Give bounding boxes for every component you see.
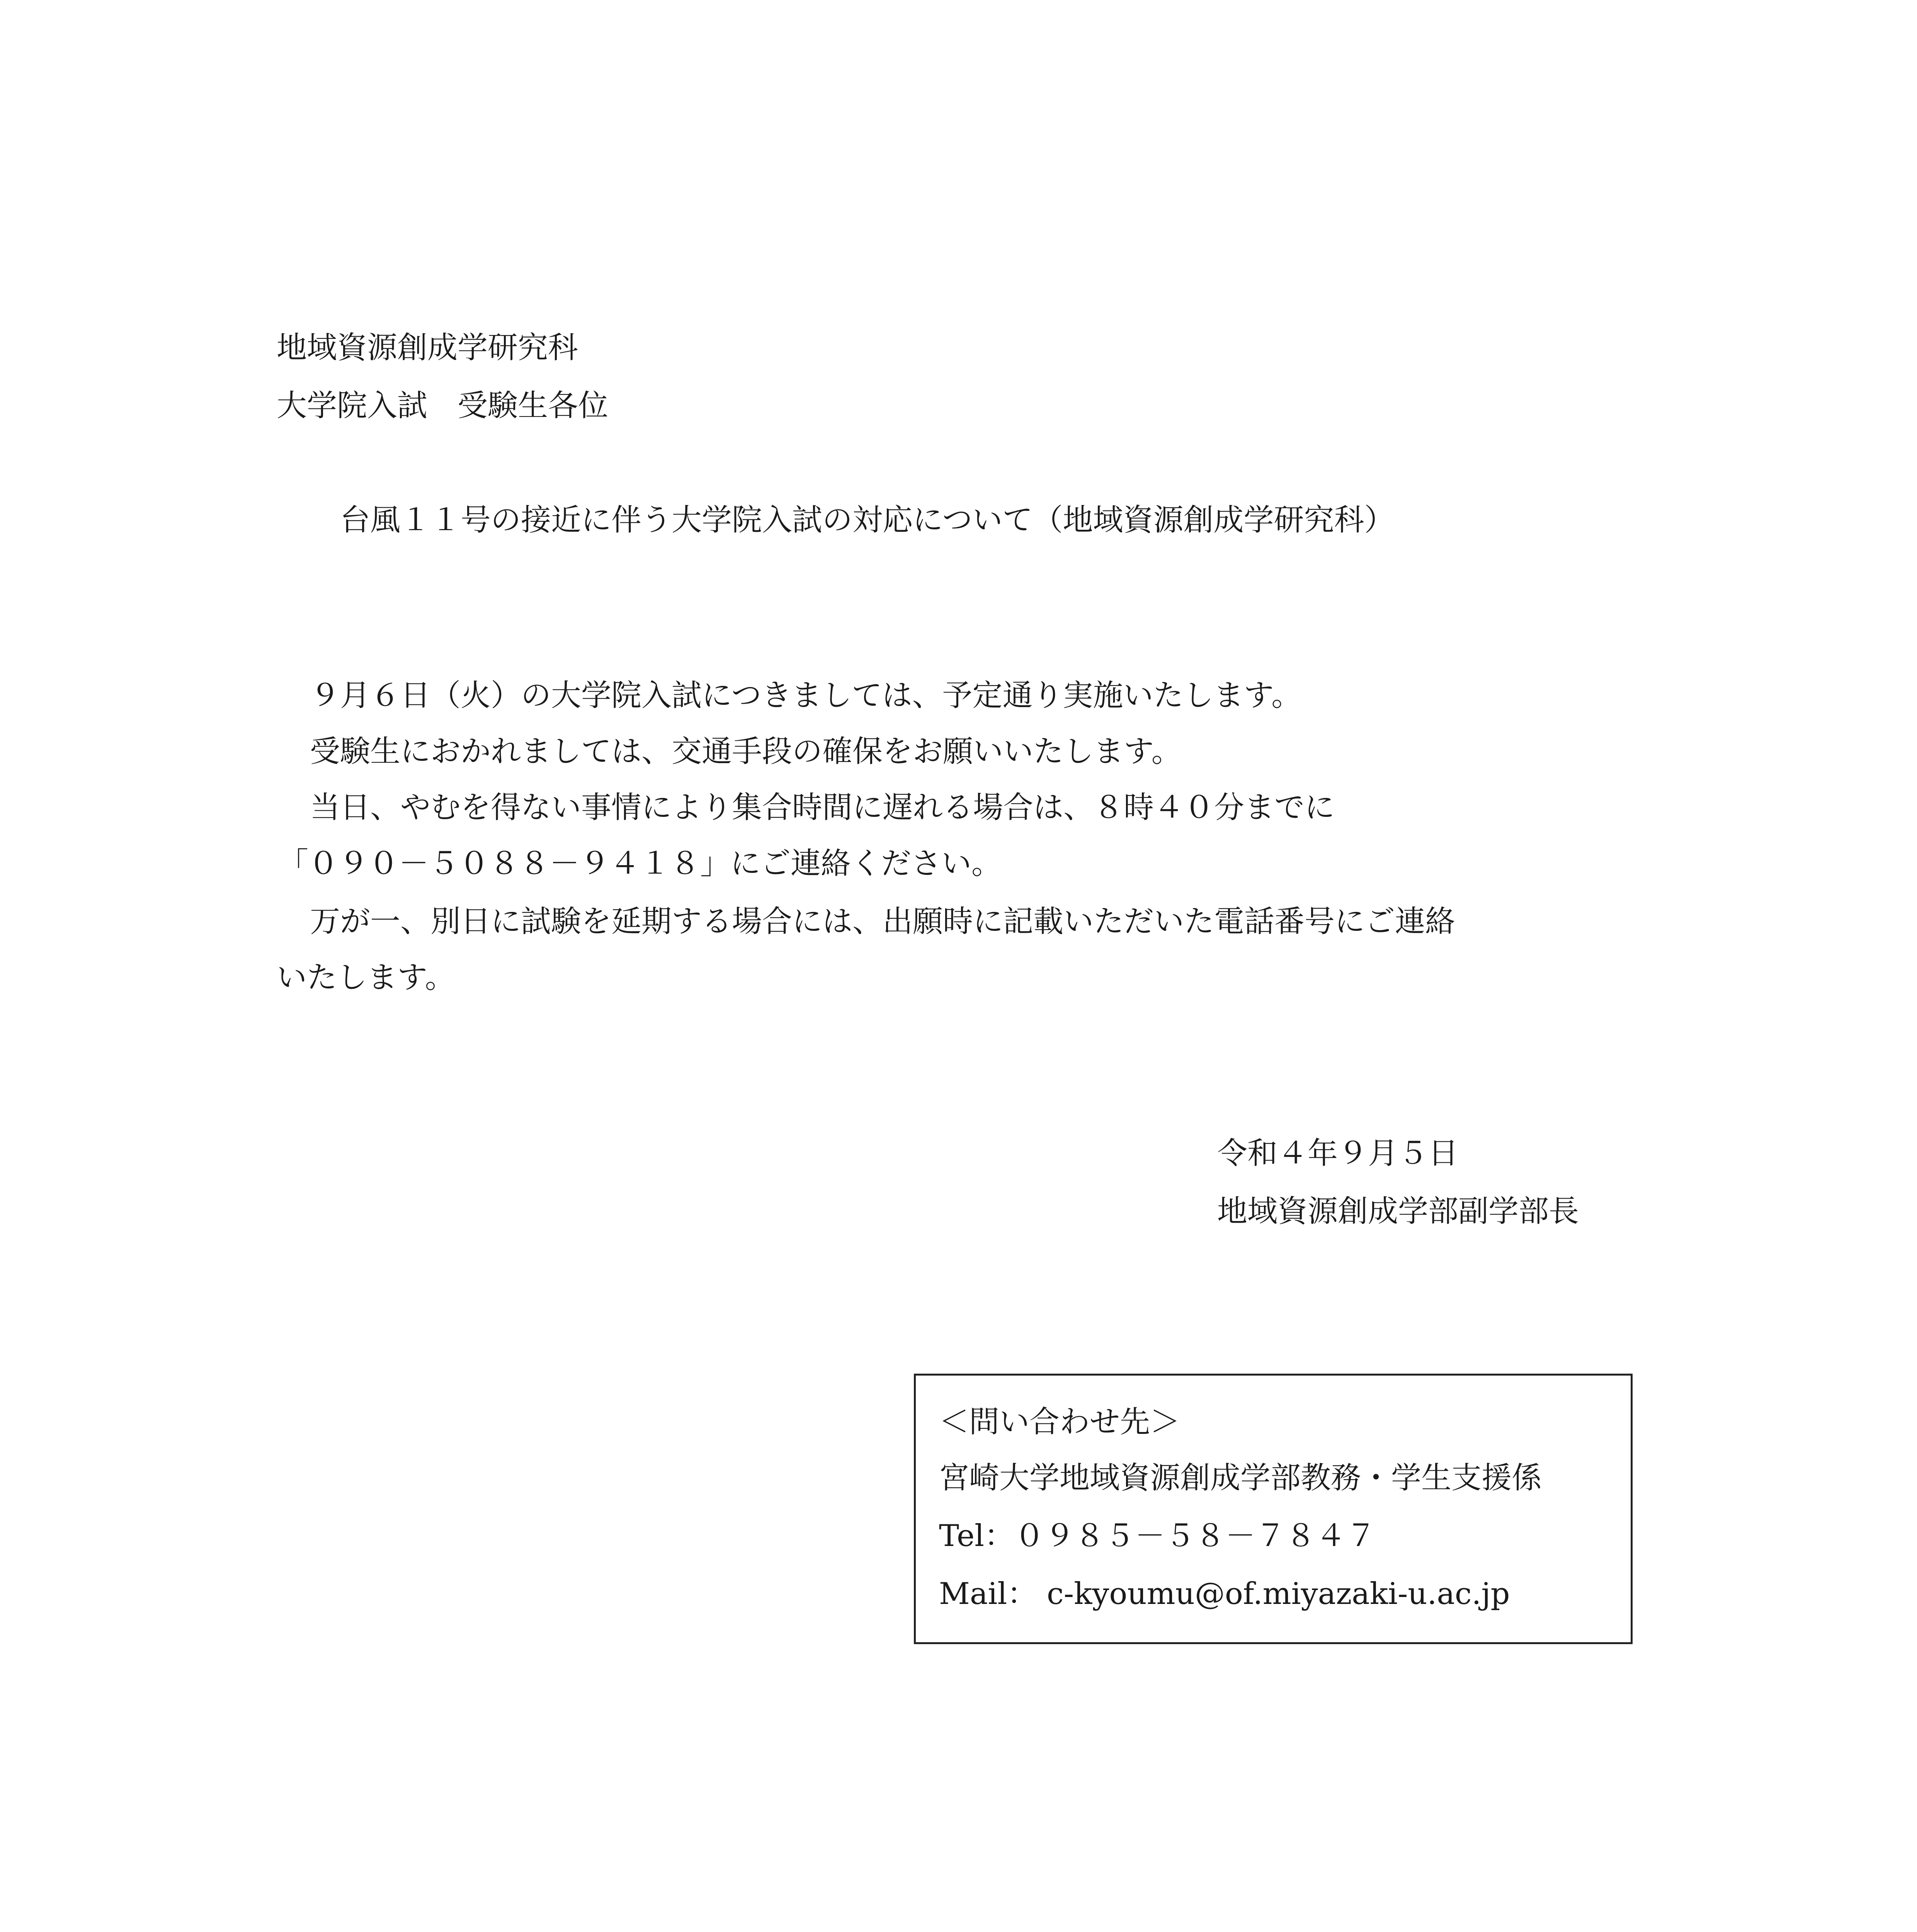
contact-header: ＜問い合わせ先＞ bbox=[939, 1405, 1180, 1439]
body-line-2: 受験生におかれましては、交通手段の確保をお願いいたします。 bbox=[310, 734, 1182, 769]
body-line-5: 万が一、別日に試験を延期する場合には、出願時に記載いただいた電話番号にご連絡 bbox=[310, 904, 1456, 939]
body-line-4: 「０９０－５０８８－９４１８」にご連絡ください。 bbox=[278, 846, 1002, 881]
contact-box bbox=[914, 1374, 1633, 1644]
signer-title: 地域資源創成学部副学部長 bbox=[1217, 1194, 1579, 1229]
body-line-1: ９月６日（火）の大学院入試につきましては、予定通り実施いたします。 bbox=[310, 678, 1302, 713]
document-title: 台風１１号の接近に伴う大学院入試の対応について（地域資源創成学研究科） bbox=[340, 503, 1395, 537]
body-line-6: いたします。 bbox=[277, 960, 455, 995]
issue-date: 令和４年９月５日 bbox=[1217, 1136, 1459, 1171]
contact-office: 宮崎大学地域資源創成学部教務・学生支援係 bbox=[939, 1461, 1542, 1495]
addressee-line-2: 大学院入試 受験生各位 bbox=[277, 388, 609, 423]
addressee-line-1: 地域資源創成学研究科 bbox=[277, 330, 578, 365]
contact-phone: Tel：０９８５－５８－７８４７ bbox=[939, 1519, 1376, 1553]
body-line-3: 当日、やむを得ない事情により集合時間に遅れる場合は、８時４０分までに bbox=[310, 790, 1335, 825]
contact-email: Mail： c-kyoumu@of.miyazaki-u.ac.jp bbox=[939, 1577, 1510, 1611]
